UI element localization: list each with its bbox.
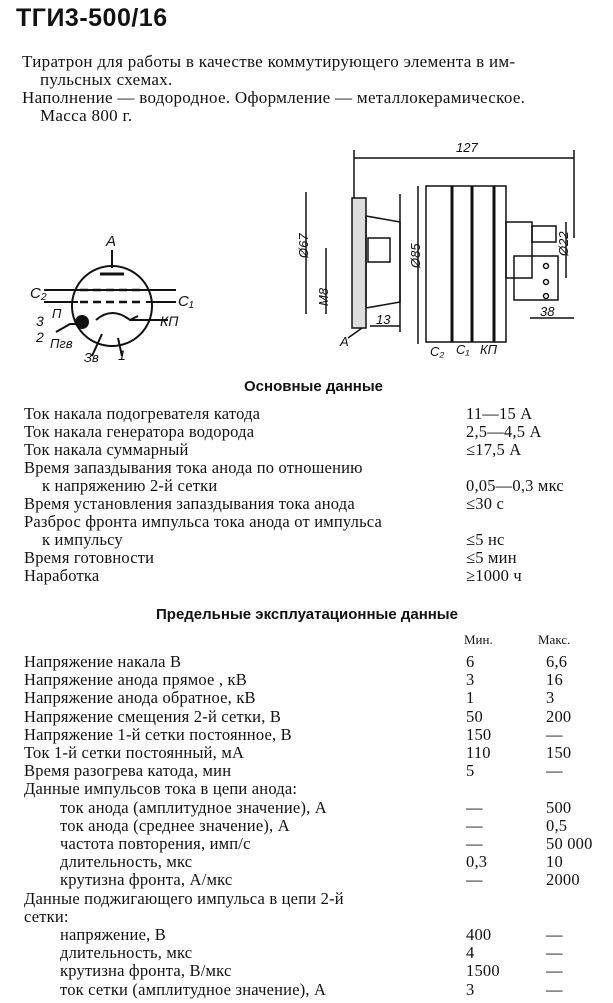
limits-row-min: 1 xyxy=(466,688,475,708)
limits-row-label: Напряжение смещения 2-й сетки, В xyxy=(24,706,282,726)
limits-row-min: — xyxy=(466,834,483,853)
limits-row-min: — xyxy=(466,870,483,890)
limits-row-max: — xyxy=(546,979,563,999)
pin-2-label: 2 xyxy=(36,329,44,345)
limits-row-label: длительность, мкс xyxy=(60,852,193,872)
limits-row-min: 150 xyxy=(466,724,492,744)
thread-m8-label: M8 xyxy=(316,287,331,306)
pin-c1-label: C₁ xyxy=(178,293,194,310)
limits-row-label: Ток 1-й сетки постоянный, мА xyxy=(24,743,245,762)
limits-row-min: 5 xyxy=(466,761,475,781)
limits-row-max: 3 xyxy=(546,688,555,708)
limits-row-min: — xyxy=(466,815,483,835)
limits-row-min: 50 xyxy=(466,706,483,726)
dim-d67-label: Ø67 xyxy=(296,233,311,258)
main-data-label: Ток накала подогревателя катода xyxy=(24,404,261,423)
limits-row-label: напряжение, В xyxy=(60,925,166,944)
limits-col-min-header: Мин. xyxy=(464,632,493,647)
dim-13-label: 13 xyxy=(376,312,391,327)
limits-row-label: Напряжение накала В xyxy=(24,652,182,671)
limits-row-max: 150 xyxy=(546,743,572,762)
limits-row-min: 0,3 xyxy=(466,852,488,872)
main-data-value: 2,5—4,5 А xyxy=(466,422,542,441)
limits-row-max: 6,6 xyxy=(546,652,568,671)
pin-kp-label: КП xyxy=(160,313,179,329)
limits-row-max: — xyxy=(546,961,563,981)
limits-row-label: частота повторения, имп/с xyxy=(60,834,251,853)
limits-row-max: 10 xyxy=(546,852,563,872)
limits-row-label: ток сетки (амплитудное значение), А xyxy=(60,979,327,999)
limits-row-label: ток анода (амплитудное значение), А xyxy=(60,797,327,817)
limits-row-min: 110 xyxy=(466,743,491,762)
main-data-label: Разброс фронта импульса тока анода от импульса xyxy=(24,512,383,531)
main-data-value: ≤17,5 А xyxy=(466,440,522,459)
pin-a-label: А xyxy=(106,233,117,250)
lead-a-label: А xyxy=(340,334,349,349)
limits-row-max: 2000 xyxy=(546,870,580,890)
pin-3-label: 3 xyxy=(36,313,44,329)
lead-kp-label: КП xyxy=(480,342,498,357)
dim-d22-label: Ø22 xyxy=(556,231,571,256)
lead-c1-label: C₁ xyxy=(456,342,470,357)
limits-row-label: ток анода (среднее значение), А xyxy=(60,815,290,835)
limits-row-max: 50 000 xyxy=(546,834,593,853)
lead-c2-label: C₂ xyxy=(430,344,445,359)
limits-row-min: 3 xyxy=(466,979,475,999)
limits-row-min: 4 xyxy=(466,943,475,963)
main-data-label: к напряжению 2-й сетки xyxy=(42,476,218,495)
dim-127-label: 127 xyxy=(456,140,478,155)
main-data-value: ≤5 мин xyxy=(466,548,517,567)
limits-col-max-header: Макс. xyxy=(538,632,571,647)
pin-pgv-label: Пгв xyxy=(50,336,73,351)
limits-row-label: Данные импульсов тока в цепи анода: xyxy=(24,779,298,799)
main-data-label: Наработка xyxy=(24,566,100,585)
tube-schematic-symbol xyxy=(26,228,206,368)
limits-row-min: — xyxy=(466,797,483,817)
limits-row-max: 200 xyxy=(546,706,572,726)
limits-row-max: — xyxy=(546,925,563,944)
intro-line-4: Масса 800 г. xyxy=(40,106,133,125)
main-data-label: Ток накала суммарный xyxy=(24,440,189,459)
limits-row-label: Напряжение 1-й сетки постоянное, В xyxy=(24,724,292,744)
limits-row-label: крутизна фронта, А/мкс xyxy=(60,870,233,890)
pin-zv-label: Зв xyxy=(84,350,99,365)
tube-outline-drawing xyxy=(290,138,610,368)
main-data-value: ≤30 с xyxy=(466,494,505,513)
limits-row-max: 0,5 xyxy=(546,815,568,835)
limits-row-label: Напряжение анода обратное, кВ xyxy=(24,688,256,708)
limits-row-label: Напряжение анода прямое , кВ xyxy=(24,670,247,690)
limits-row-label: Время разогрева катода, мин xyxy=(24,761,232,781)
main-data-value: ≤5 нс xyxy=(466,530,505,549)
limits-row-label: Данные поджигающего импульса в цепи 2-й xyxy=(24,888,344,908)
main-data-label: Время запаздывания тока анода по отношению xyxy=(24,458,363,477)
main-data-label: Время готовности xyxy=(24,548,155,567)
main-data-label: Время установления запаздывания тока анода xyxy=(24,494,355,513)
pin-c2-label: C₂ xyxy=(30,285,47,302)
limits-row-max: — xyxy=(546,724,563,744)
limits-row-label: сетки: xyxy=(24,906,69,926)
dim-d85-label: Ø85 xyxy=(408,243,423,268)
limits-row-label: длительность, мкс xyxy=(60,943,193,963)
main-data-label: Ток накала генератора водорода xyxy=(24,422,255,441)
intro-line-1: Тиратрон для работы в качестве коммутирующего элемента в им- xyxy=(22,52,516,71)
limits-row-min: 400 xyxy=(466,925,492,944)
main-data-value: 11—15 А xyxy=(466,404,533,423)
intro-line-2: пульсных схемах. xyxy=(40,70,173,89)
limits-row-min: 1500 xyxy=(466,961,500,981)
main-data-value: 0,05—0,3 мкс xyxy=(466,476,564,495)
main-data-label: к импульсу xyxy=(42,530,123,549)
limits-row-label: крутизна фронта, В/мкс xyxy=(60,961,232,981)
dim-38-label: 38 xyxy=(540,304,555,319)
limits-heading: Предельные эксплуатационные данные xyxy=(156,606,458,623)
pin-p-label: П xyxy=(52,306,62,321)
limits-row-min: 3 xyxy=(466,670,475,690)
intro-line-3: Наполнение — водородное. Оформление — металлокерамическое. xyxy=(22,88,526,107)
document-title: ТГИ3-500/16 xyxy=(16,4,168,32)
pin-1-label: 1 xyxy=(118,347,126,363)
limits-row-max: 500 xyxy=(546,797,572,817)
limits-row-max: — xyxy=(546,761,563,781)
limits-row-max: 16 xyxy=(546,670,563,690)
main-data-value: ≥1000 ч xyxy=(466,566,522,585)
main-data-heading: Основные данные xyxy=(244,378,383,395)
limits-row-min: 6 xyxy=(466,652,475,671)
limits-row-max: — xyxy=(546,943,563,963)
